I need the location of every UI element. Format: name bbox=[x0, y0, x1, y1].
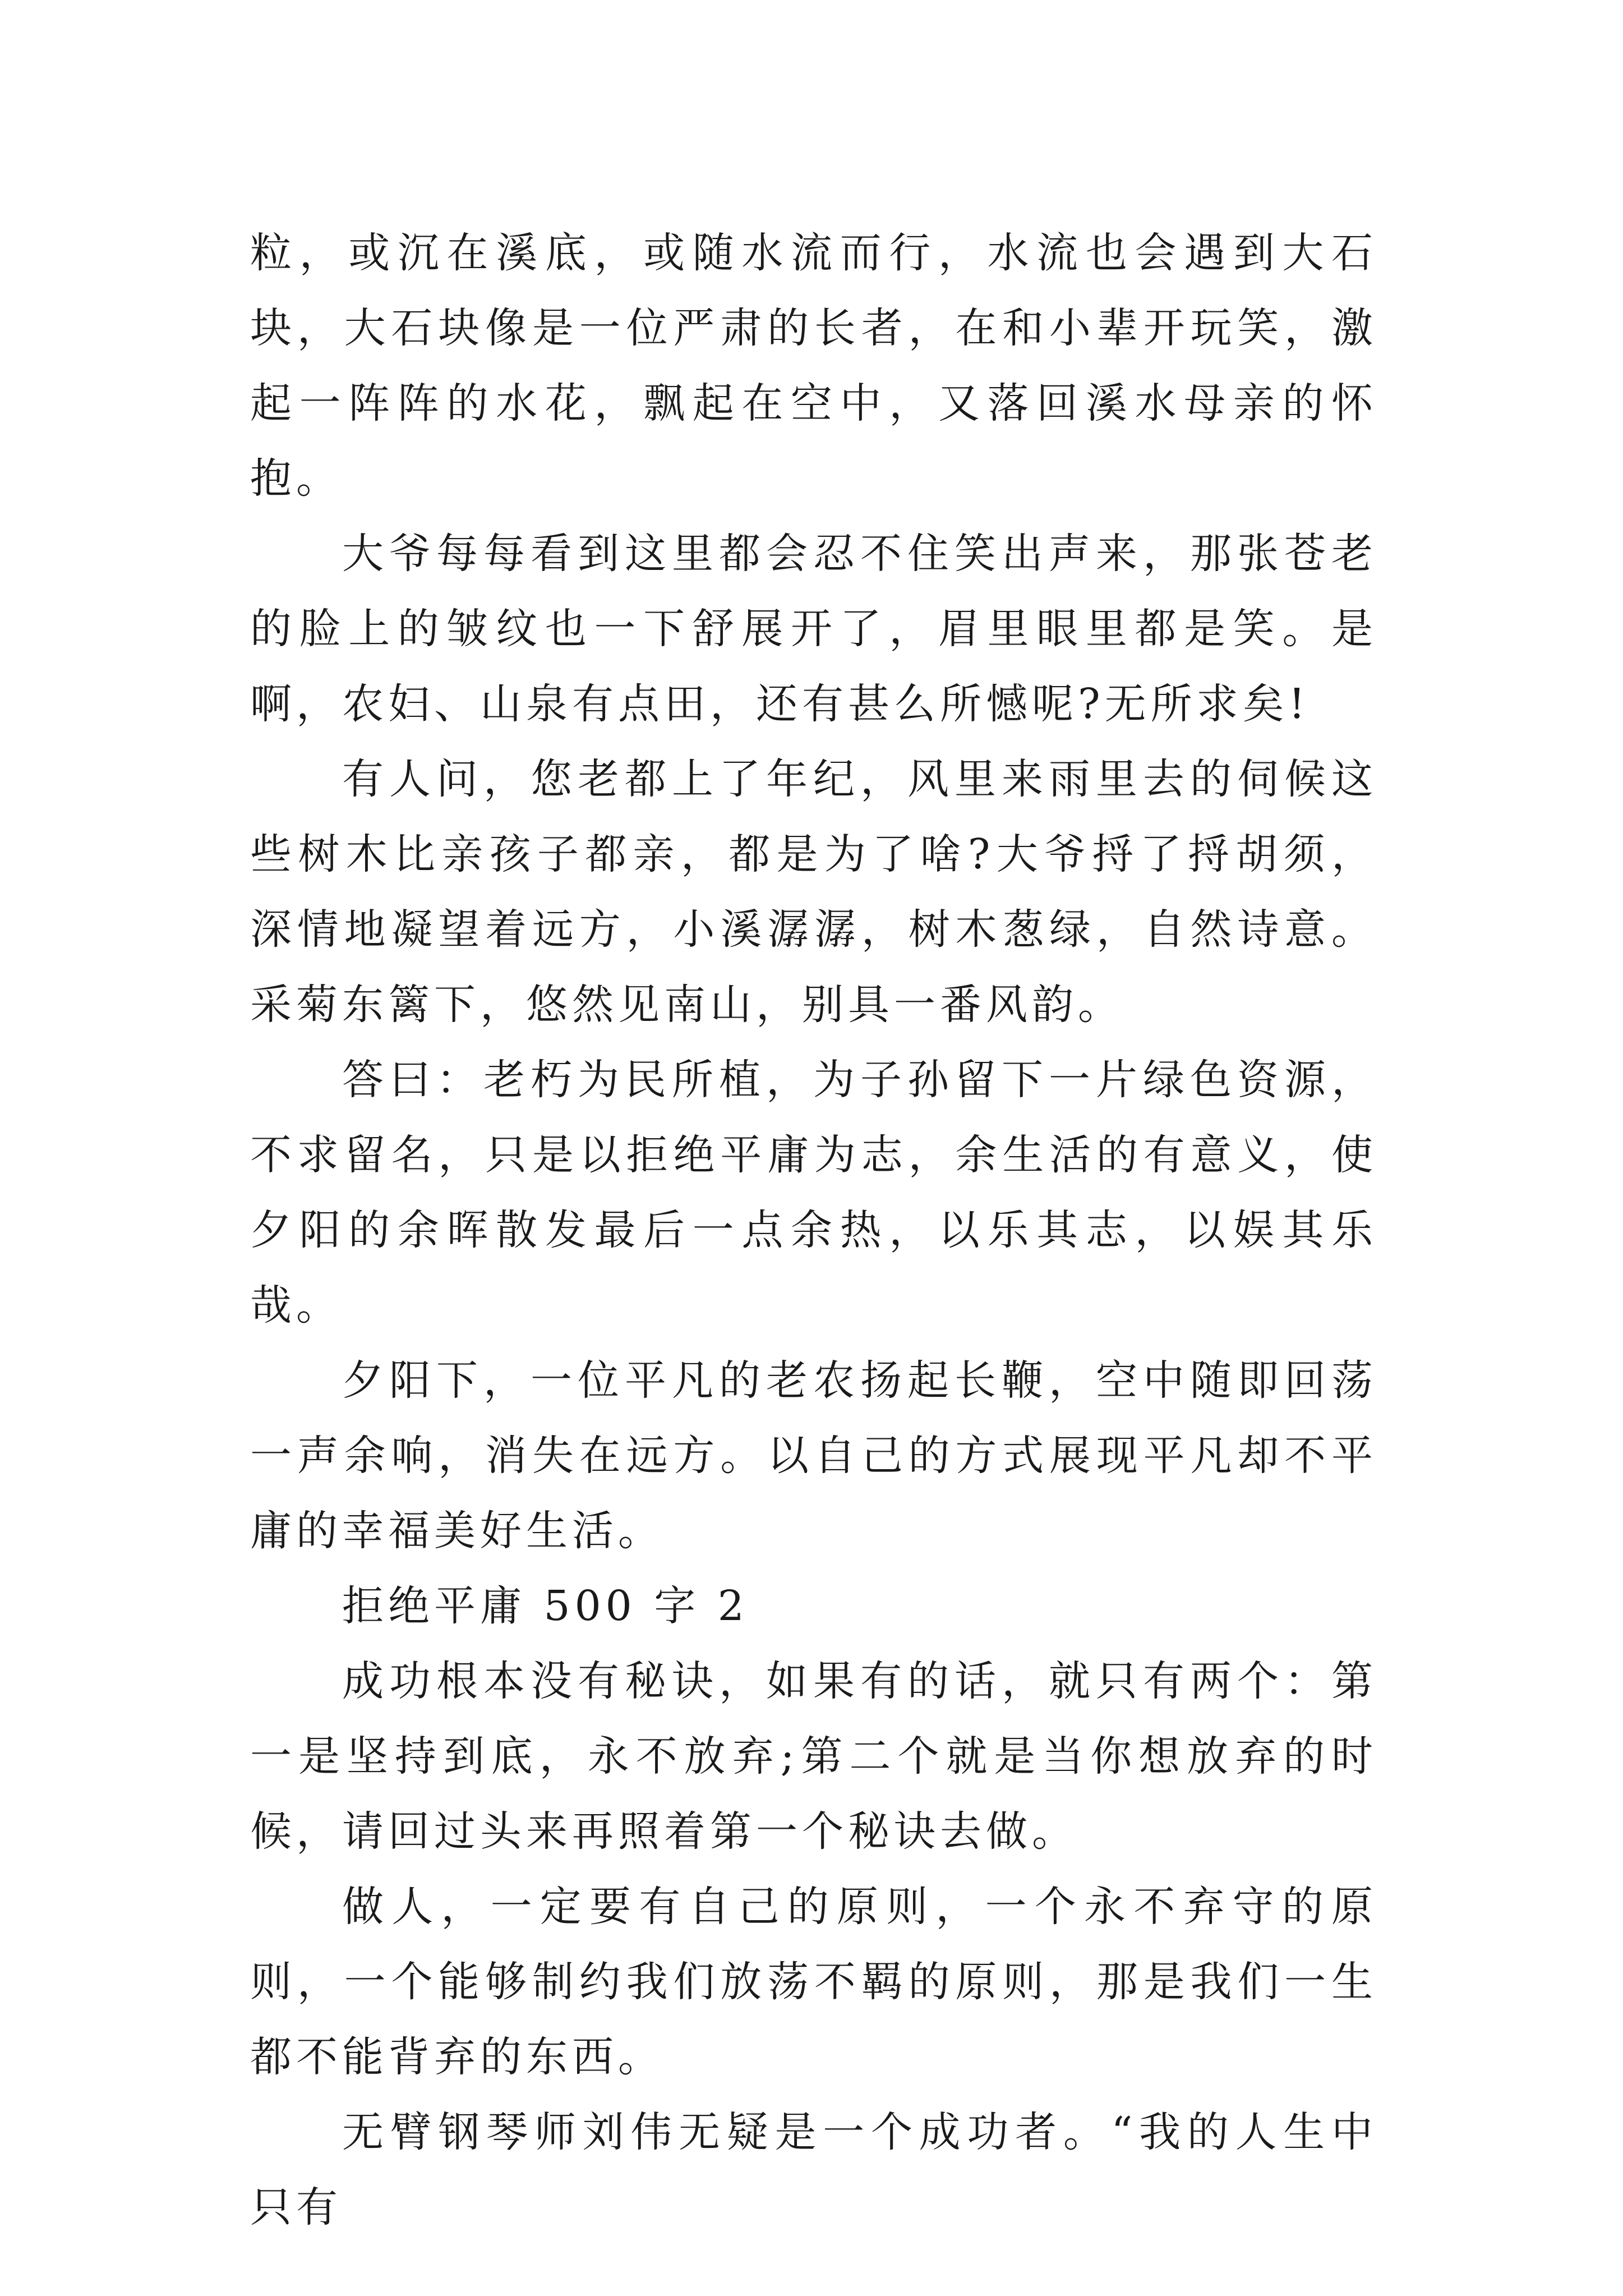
paragraph-pianist: 无臂钢琴师刘伟无疑是一个成功者。“我的人生中只有 bbox=[250, 2108, 1377, 2231]
document-body bbox=[250, 215, 1377, 2245]
paragraph-someone-asks: 有人问，您老都上了年纪，风里来雨里去的伺候这些树木比亲孩子都亲，都是为了啥?大爷捋了捋胡须，深情地凝望着远方，小溪潺潺，树木葱绿，自然诗意。采菊东篱下，悠然见南山，别具一番风韵。 bbox=[250, 755, 1377, 1029]
paragraph-sunset: 夕阳下，一位平凡的老农扬起长鞭，空中随即回荡一声余响，消失在远方。以自己的方式展现平凡却不平庸的幸福美好生活。 bbox=[250, 1356, 1377, 1555]
section-heading: 拒绝平庸 500 字 2 bbox=[342, 1582, 749, 1630]
paragraph-principles: 做人，一定要有自己的原则，一个永不弃守的原则，一个能够制约我们放荡不羁的原则，那是我们一生都不能背弃的东西。 bbox=[250, 1883, 1377, 2081]
paragraph-grandpa-laughs: 大爷每每看到这里都会忍不住笑出声来，那张苍老的脸上的皱纹也一下舒展开了，眉里眼里都是笑。是啊，农妇、山泉有点田，还有甚么所憾呢?无所求矣! bbox=[250, 530, 1377, 728]
paragraph-success-secret: 成功根本没有秘诀，如果有的话，就只有两个：第一是坚持到底，永不放弃;第二个就是当你想放弃的时候，请回过头来再照着第一个秘诀去做。 bbox=[250, 1657, 1377, 1856]
paragraph-stream-pebbles: 粒，或沉在溪底，或随水流而行，水流也会遇到大石块，大石块像是一位严肃的长者，在和小辈开玩笑，激起一阵阵的水花，飘起在空中，又落回溪水母亲的怀抱。 bbox=[250, 229, 1377, 503]
paragraph-answer: 答曰：老朽为民所植，为子孙留下一片绿色资源，不求留名，只是以拒绝平庸为志，余生活的有意义，使夕阳的余晖散发最后一点余热，以乐其志，以娱其乐哉。 bbox=[250, 1056, 1377, 1329]
